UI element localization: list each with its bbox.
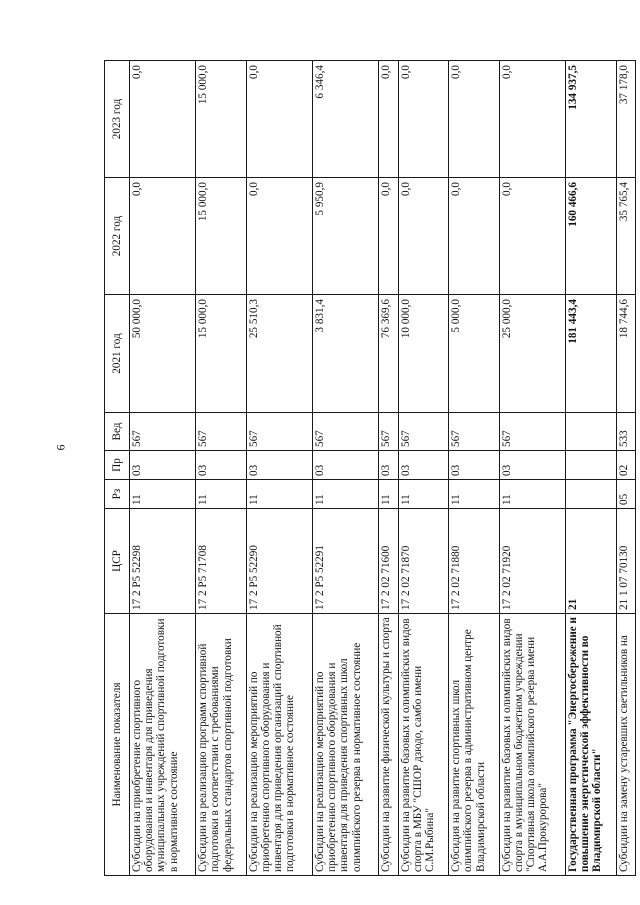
cell-pr: 03	[499, 451, 565, 480]
cell-y2023: 37 178,0	[616, 61, 635, 178]
cell-y2022: 0,0	[449, 178, 500, 295]
cell-name: Субсидии на развитие базовых и олимпийских видов спорта в МБУ "СШОР дзюдо, самбо имени С.М.Рыбина"	[398, 614, 449, 876]
cell-csr: 17 2 02 71880	[449, 509, 500, 614]
header-2021: 2021 год	[105, 295, 130, 413]
cell-name: Субсидии на замену устаревших светильников на	[616, 614, 635, 876]
table-row	[565, 61, 616, 876]
cell-y2022: 0,0	[130, 178, 196, 295]
cell-y2021: 3 831,4	[312, 295, 378, 413]
table-row	[499, 61, 565, 876]
cell-ved	[565, 413, 616, 451]
table-row	[130, 61, 196, 876]
table-row	[379, 61, 398, 876]
cell-name: Субсидии на развитие физической культуры и спорта	[379, 614, 398, 876]
table-header-row	[105, 61, 130, 876]
header-2022: 2022 год	[105, 178, 130, 295]
cell-pr: 03	[398, 451, 449, 480]
table-row	[616, 61, 635, 876]
cell-csr: 17 2 02 71600	[379, 509, 398, 614]
cell-name: Субсидии на развитие базовых и олимпийских видов спорта в муниципальном бюджетном учреждении "Спортивная школа олимпийского резерва имени А.А.Прокуророва"	[499, 614, 565, 876]
cell-y2023: 0,0	[130, 61, 196, 178]
table-row	[398, 61, 449, 876]
cell-csr: 17 2 P5 52290	[246, 509, 312, 614]
cell-y2023: 0,0	[449, 61, 500, 178]
cell-y2021: 50 000,0	[130, 295, 196, 413]
cell-y2022: 160 466,6	[565, 178, 616, 295]
budget-table	[104, 60, 636, 876]
cell-ved: 567	[196, 413, 247, 451]
cell-pr	[565, 451, 616, 480]
cell-ved: 567	[499, 413, 565, 451]
cell-y2021: 15 000,0	[196, 295, 247, 413]
cell-y2021: 18 744,6	[616, 295, 635, 413]
cell-pr: 03	[130, 451, 196, 480]
cell-rz: 11	[246, 480, 312, 509]
cell-csr: 17 2 P5 71708	[196, 509, 247, 614]
table-row	[312, 61, 378, 876]
cell-pr: 03	[246, 451, 312, 480]
cell-y2022: 0,0	[499, 178, 565, 295]
cell-csr: 17 2 P5 52298	[130, 509, 196, 614]
cell-ved: 533	[616, 413, 635, 451]
table-row	[246, 61, 312, 876]
cell-y2023: 134 937,5	[565, 61, 616, 178]
cell-y2021: 5 000,0	[449, 295, 500, 413]
table-row	[449, 61, 500, 876]
cell-y2021: 25 000,0	[499, 295, 565, 413]
budget-table-container	[104, 60, 636, 876]
header-name: Наименование показателя	[105, 614, 130, 876]
cell-y2023: 6 346,4	[312, 61, 378, 178]
header-2023: 2023 год	[105, 61, 130, 178]
cell-pr: 03	[379, 451, 398, 480]
cell-y2021: 181 443,4	[565, 295, 616, 413]
cell-csr: 17 2 02 71870	[398, 509, 449, 614]
cell-pr: 03	[196, 451, 247, 480]
cell-name: Государственная программа "Энергосбережение и повышение энергетической эффективности во Владимирской области"	[565, 614, 616, 876]
cell-y2023: 0,0	[246, 61, 312, 178]
header-ved: Вед	[105, 413, 130, 451]
cell-y2023: 15 000,0	[196, 61, 247, 178]
cell-y2022: 0,0	[246, 178, 312, 295]
cell-rz: 11	[398, 480, 449, 509]
header-pr: Пр	[105, 451, 130, 480]
cell-pr: 03	[312, 451, 378, 480]
cell-y2021: 76 369,6	[379, 295, 398, 413]
cell-csr: 21	[565, 509, 616, 614]
cell-ved: 567	[398, 413, 449, 451]
header-rz: Рз	[105, 480, 130, 509]
cell-pr: 02	[616, 451, 635, 480]
cell-y2021: 10 000,0	[398, 295, 449, 413]
cell-y2022: 5 950,9	[312, 178, 378, 295]
cell-y2021: 25 510,3	[246, 295, 312, 413]
page-number: 6	[53, 444, 68, 451]
cell-rz: 11	[130, 480, 196, 509]
cell-y2023: 0,0	[398, 61, 449, 178]
cell-name: Субсидии на реализацию мероприятий по приобретению спортивного оборудования и инвентаря для приведения спортивных школ олимпийского резерва в нормативное состояние	[312, 614, 378, 876]
cell-ved: 567	[246, 413, 312, 451]
cell-name: Субсидии на реализацию мероприятий по приобретению спортивного оборудования и инвентаря для приведения организаций спортивной подготовки в нормативное состояние	[246, 614, 312, 876]
cell-name: Субсидия на развитие спортивных школ олимпийского резерва в административном центре Владимирской области	[449, 614, 500, 876]
cell-ved: 567	[130, 413, 196, 451]
cell-pr: 03	[449, 451, 500, 480]
cell-rz: 11	[379, 480, 398, 509]
cell-rz: 11	[312, 480, 378, 509]
cell-y2022: 0,0	[398, 178, 449, 295]
cell-ved: 567	[312, 413, 378, 451]
cell-ved: 567	[379, 413, 398, 451]
cell-csr: 17 2 02 71920	[499, 509, 565, 614]
cell-rz	[565, 480, 616, 509]
cell-rz: 05	[616, 480, 635, 509]
cell-y2023: 0,0	[499, 61, 565, 178]
cell-name: Субсидии на приобретение спортивного оборудования и инвентаря для приведения муниципальных учреждений спортивной подготовки в нормативное состояние	[130, 614, 196, 876]
cell-y2022: 15 000,0	[196, 178, 247, 295]
cell-y2022: 35 765,4	[616, 178, 635, 295]
cell-rz: 11	[499, 480, 565, 509]
cell-name: Субсидии на реализацию программ спортивной подготовки в соответствии с требованиями федеральных стандартов спортивной подготовки	[196, 614, 247, 876]
cell-csr: 17 2 P5 52291	[312, 509, 378, 614]
cell-y2022: 0,0	[379, 178, 398, 295]
cell-rz: 11	[196, 480, 247, 509]
cell-y2023: 0,0	[379, 61, 398, 178]
cell-csr: 21 1 07 70130	[616, 509, 635, 614]
header-csr: ЦСР	[105, 509, 130, 614]
cell-rz: 11	[449, 480, 500, 509]
table-row	[196, 61, 247, 876]
cell-ved: 567	[449, 413, 500, 451]
